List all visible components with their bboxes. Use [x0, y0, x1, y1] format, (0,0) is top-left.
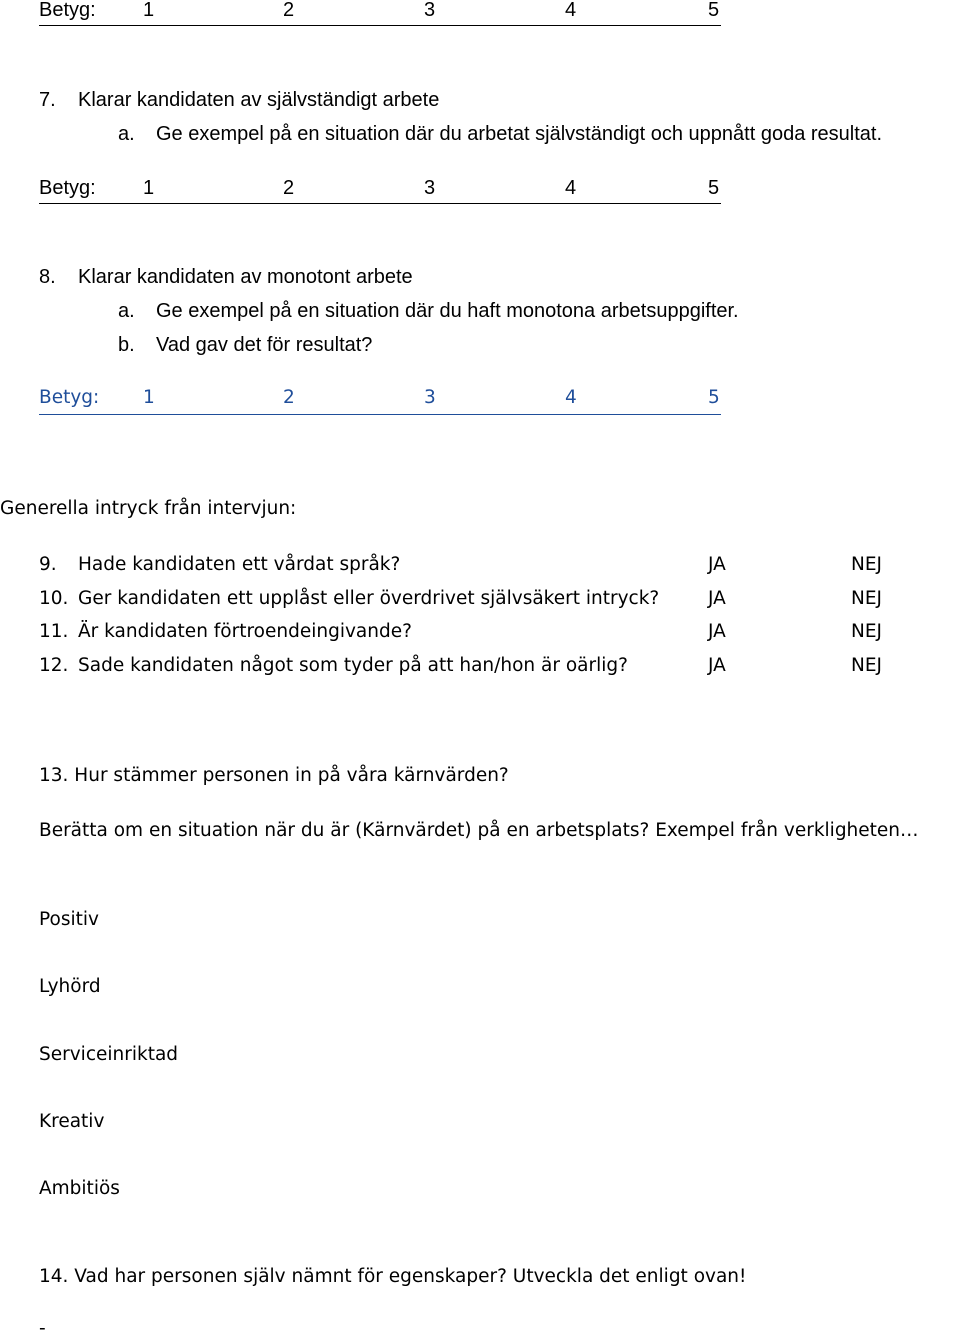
- no-option[interactable]: NEJ: [851, 554, 882, 575]
- question-14: 14. Vad har personen själv nämnt för egenskaper? Utveckla det enligt ovan!: [39, 1266, 747, 1287]
- no-option[interactable]: NEJ: [851, 621, 882, 642]
- rating-row: [39, 178, 721, 204]
- yes-option[interactable]: JA: [708, 655, 726, 676]
- core-value-item: Kreativ: [39, 1111, 105, 1132]
- question-7-text: Klarar kandidaten av självständigt arbete: [78, 89, 440, 111]
- rating-option[interactable]: 1: [143, 0, 155, 21]
- yes-no-question: Ger kandidaten ett upplåst eller överdrivet självsäkert intryck?: [78, 588, 660, 609]
- core-value-item: Serviceinriktad: [39, 1044, 179, 1065]
- rating-option[interactable]: 4: [565, 177, 577, 199]
- core-value-item: Ambitiös: [39, 1178, 120, 1199]
- rating-option[interactable]: 5: [708, 177, 720, 199]
- rating-underline: [39, 414, 721, 415]
- rating-underline: [39, 25, 721, 26]
- rating-option[interactable]: 2: [283, 177, 295, 199]
- section-heading: Generella intryck från intervjun:: [0, 498, 297, 519]
- question-number: 7.: [39, 89, 56, 111]
- yes-no-question: Är kandidaten förtroendeingivande?: [78, 621, 412, 642]
- no-option[interactable]: NEJ: [851, 655, 882, 676]
- dash-bullet: -: [39, 1318, 46, 1339]
- rating-option[interactable]: 2: [283, 0, 295, 21]
- yes-no-question: Sade kandidaten något som tyder på att han/hon är oärlig?: [78, 655, 628, 676]
- question-7a-marker: a.: [118, 123, 135, 145]
- yes-option[interactable]: JA: [708, 554, 726, 575]
- no-option[interactable]: NEJ: [851, 588, 882, 609]
- question-8a-text: Ge exempel på en situation där du haft monotona arbetsuppgifter.: [156, 300, 739, 322]
- rating-option[interactable]: 4: [565, 0, 577, 21]
- question-7a-text: Ge exempel på en situation där du arbetat självständigt och uppnått goda resultat.: [156, 123, 883, 145]
- question-8b-text: Vad gav det för resultat?: [156, 334, 373, 356]
- question-13: 13. Hur stämmer personen in på våra kärnvärden?: [39, 765, 509, 786]
- rating-label: Betyg:: [39, 0, 96, 21]
- rating-option[interactable]: 5: [708, 0, 720, 21]
- rating-option[interactable]: 3: [424, 177, 436, 199]
- rating-option[interactable]: 4: [565, 387, 577, 408]
- rating-option[interactable]: 3: [424, 387, 436, 408]
- rating-option[interactable]: 2: [283, 387, 295, 408]
- rating-label: Betyg:: [39, 387, 100, 408]
- rating-option[interactable]: 3: [424, 0, 436, 21]
- rating-row: [39, 389, 721, 415]
- yes-no-number: 9.: [39, 554, 57, 575]
- rating-row: [39, 0, 721, 26]
- yes-no-number: 12.: [39, 655, 69, 676]
- yes-no-number: 10.: [39, 588, 69, 609]
- question-13-prompt: Berätta om en situation när du är (Kärnvärdet) på en arbetsplats? Exempel från verkligheten…: [39, 820, 919, 841]
- core-value-item: Lyhörd: [39, 976, 101, 997]
- rating-underline: [39, 203, 721, 204]
- core-value-item: Positiv: [39, 909, 99, 930]
- question-7: [39, 90, 56, 110]
- question-8-text: Klarar kandidaten av monotont arbete: [78, 266, 413, 288]
- question-8a-marker: a.: [118, 300, 135, 322]
- rating-option[interactable]: 1: [143, 177, 155, 199]
- yes-no-question: Hade kandidaten ett vårdat språk?: [78, 554, 401, 575]
- yes-option[interactable]: JA: [708, 621, 726, 642]
- yes-option[interactable]: JA: [708, 588, 726, 609]
- rating-option[interactable]: 1: [143, 387, 155, 408]
- yes-no-number: 11.: [39, 621, 69, 642]
- question-8b-marker: b.: [118, 334, 135, 356]
- rating-option[interactable]: 5: [708, 387, 720, 408]
- question-8-number: 8.: [39, 266, 56, 288]
- rating-label: Betyg:: [39, 177, 96, 199]
